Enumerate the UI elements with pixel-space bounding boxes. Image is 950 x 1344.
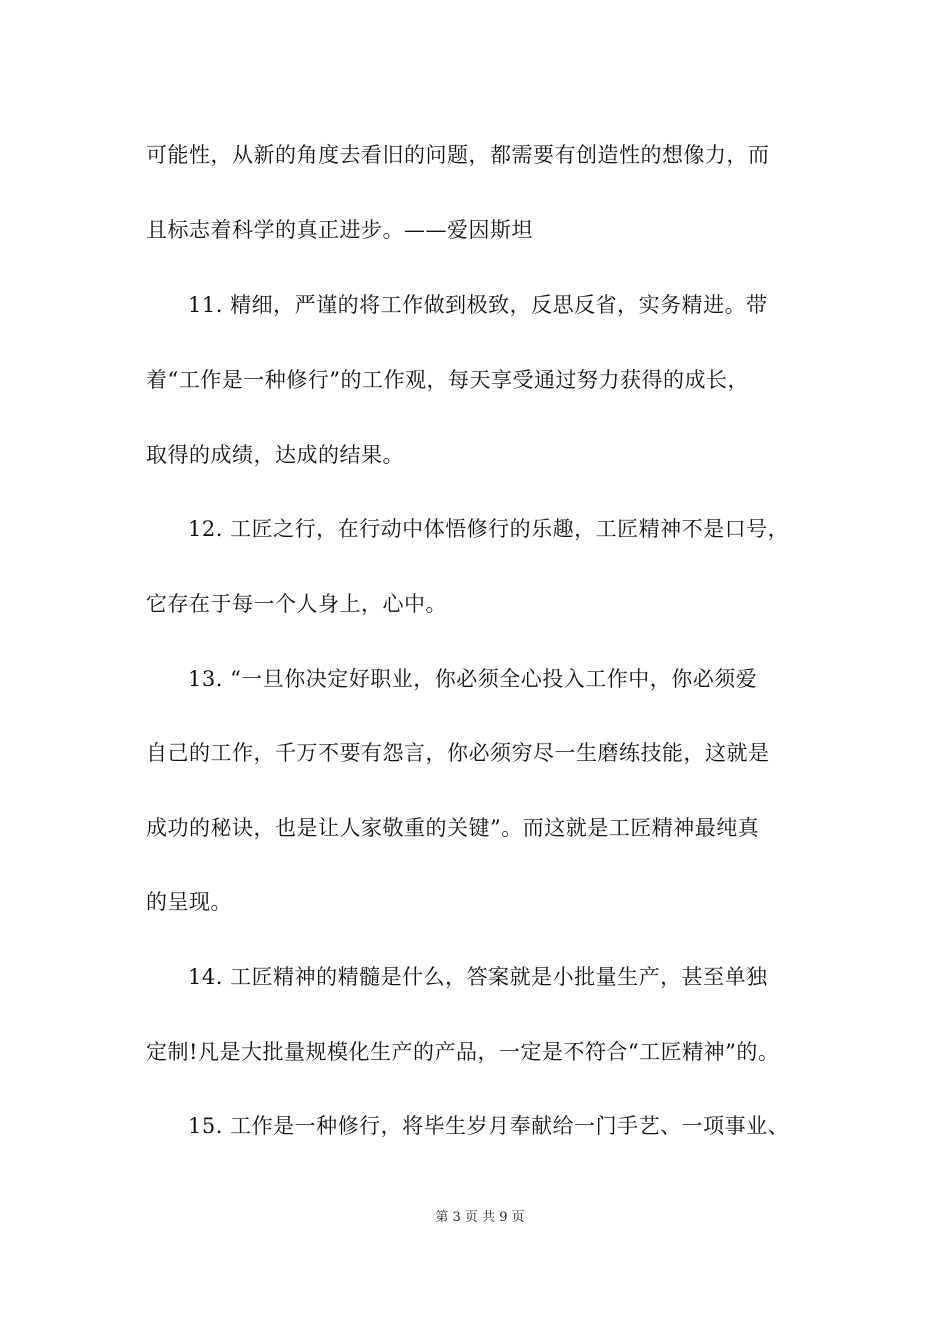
text-line: 定制!凡是大批量规模化生产的产品，一定是不符合“工匠精神”的。 [146,1040,780,1064]
paragraph-14-start: 14. 工匠精神的精髓是什么，答案就是小批量生产，甚至单独 [188,965,768,989]
paragraph-11-start: 11. 精细，严谨的将工作做到极致，反思反省，实务精进。带 [188,293,768,317]
paragraph-13-start: 13. “一旦你决定好职业，你必须全心投入工作中，你必须爱 [188,667,758,691]
paragraph-12-start: 12. 工匠之行，在行动中体悟修行的乐趣，工匠精神不是口号， [188,517,790,541]
text-line: 取得的成绩，达成的结果。 [146,443,404,467]
text-line: 着“工作是一种修行”的工作观，每天享受通过努力获得的成长， [146,368,749,392]
text-line: 成功的秘诀，也是让人家敬重的关键”。而这就是工匠精神最纯真 [146,816,760,840]
text-line: 的呈现。 [146,890,232,914]
text-line: 自己的工作，千万不要有怨言，你必须穷尽一生磨练技能，这就是 [146,741,770,765]
paragraph-15-start: 15. 工作是一种修行，将毕生岁月奉献给一门手艺、一项事业、 [188,1114,790,1138]
text-line: 它存在于每一个人身上，心中。 [146,592,447,616]
page-number-footer: 第 3 页 共 9 页 [435,1210,525,1225]
text-line: 可能性，从新的角度去看旧的问题，都需要有创造性的想像力，而 [146,143,770,167]
text-line: 且标志着科学的真正进步。——爱因斯坦 [146,218,533,242]
